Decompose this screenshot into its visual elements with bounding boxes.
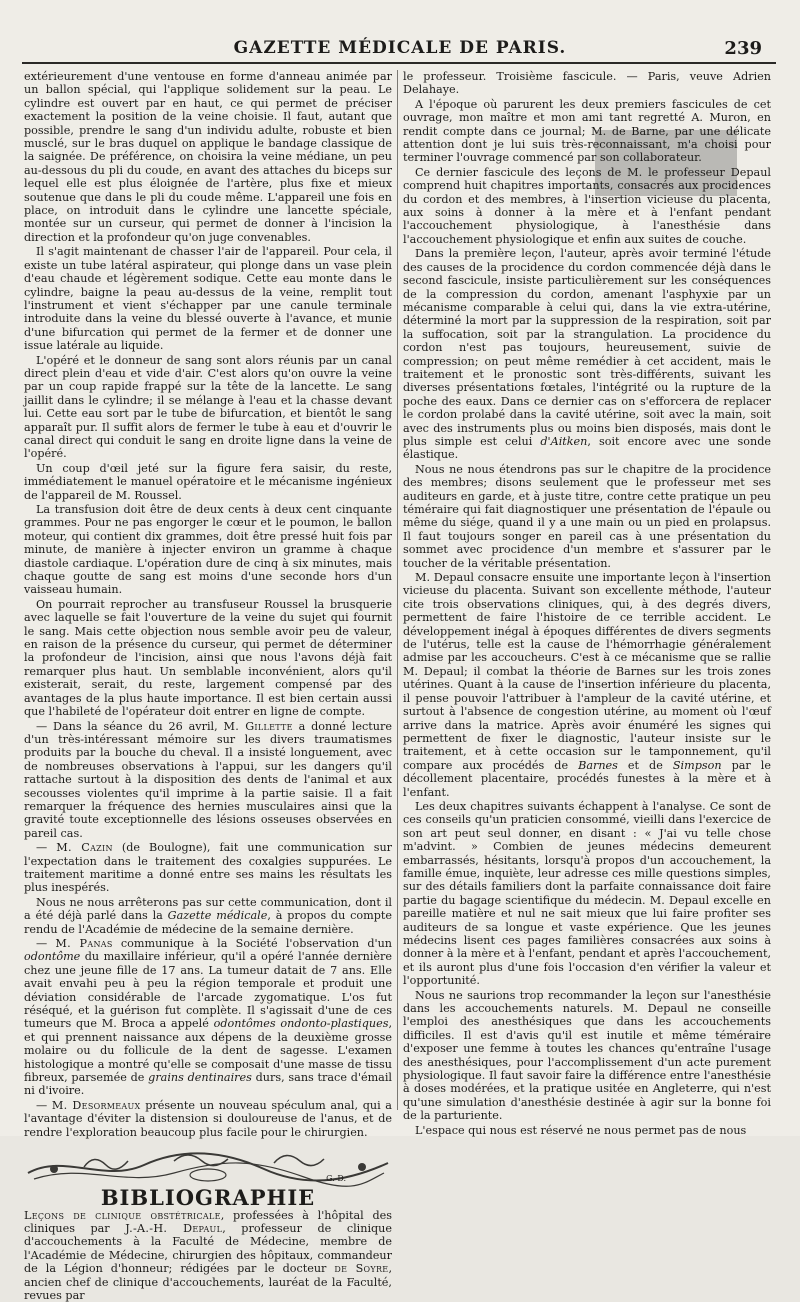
section-title: BIBLIOGRAPHIE: [24, 1191, 392, 1204]
text: , professées à l'hôpital des cliniques par: [24, 1209, 392, 1235]
header-rule: [22, 62, 776, 64]
journal-title: GAZETTE MÉDICALE DE PARIS.: [0, 38, 800, 58]
paragraph: [24, 1209, 392, 1302]
author-name: d'Aitken: [540, 435, 587, 448]
term: grains dentinaires: [148, 1071, 252, 1084]
paragraph: [24, 720, 392, 841]
text: , et qui prennent naissance aux dépens de la deuxième grosse molaire ou du follicule de la dent de sagesse. L'examen histologique a montré qu'elle se composait d'une masse de tissu fibreux, parsemée de: [24, 1017, 392, 1084]
text: Nous ne nous arrêterons pas sur cette communication, dont il a été déjà parlé dans la: [24, 896, 392, 922]
book-title: Leçons de clinique obstétricale: [24, 1209, 221, 1222]
text: , soit encore avec une sonde élastique.: [403, 435, 771, 461]
dash: —: [36, 937, 47, 950]
text: , ancien chef de clinique d'accouchements, lauréat de la Faculté, revues par: [24, 1262, 392, 1302]
paragraph: Un coup d'œil jeté sur la figure fera saisir, du reste, immédiatement le manuel opératoire et le mécanisme ingénieux de l'appareil de M. Roussel.: [24, 462, 392, 502]
paragraph: Ce dernier fascicule des leçons de M. le professeur Depaul comprend huit chapitres importants, consacrés aux procidences du cordon et des membres, à l'insertion vicieuse du placenta, aux soins à donner à la mère et à l'enfant pendant l'accouchement physiologique, à l'anesthésie dans l'accouchement physiologique et enfin aux suites de couche.: [403, 166, 771, 246]
paragraph: [24, 937, 392, 1098]
paragraph: Nous ne saurions trop recommander la leçon sur l'anesthésie dans les accouchements naturels. M. Depaul ne conseille l'emploi des anesthésiques que dans les accouchements difficiles. Il est d'avis qu'il est inutile et même téméraire d'exposer une femme à toutes les chances qu'entraîne l'usage des anesthésiques, pour l'accomplissement d'un acte purement physiologique. Il faut savoir faire la différence entre l'anesthésie à doses modérées, et la pratique usitée en Angleterre, qui n'est qu'une simulation d'anesthésie destinée à agir sur la bonne foi de la parturiente.: [403, 989, 771, 1123]
text: du maxillaire inférieur, qu'il a opéré l'année dernière chez une jeune fille de 17 ans. La tumeur datait de 7 ans. Elle avait envahi peu à peu la région temporale et produit une déviation considérable de l'arcade zygomatique. L'os fut réséqué, et la guérison fut complète. Il s'agissait d'une de ces tumeurs que M. Broca a appelé: [24, 950, 392, 1030]
paragraph: [403, 571, 771, 799]
paragraph: Les deux chapitres suivants échappent à l'analyse. Ce sont de ces conseils qu'un praticien consommé, vieilli dans l'exercice de son art peut seul donner, en disant : « J'ai vu telle chose m'advint. » Combien de jeunes médecins demeurent embarrassés, hésitants, lorsqu'à propos d'un accouchement, la famille émue, inquiète, leur adresse ces mille questions simples, sur des détails familiers dont la parfaite connaissance doit faire partie du bagage scientifique du médecin. M. Depaul excelle en pareille matière et nul ne sait mieux que lui faire profiter ses auditeurs de sa longue et vaste expérience. Que les jeunes médecins lisent ces pages familières consacrées aux soins à donner à la mère et à l'enfant, pendant et après l'accouchement, et ils auront plus d'une fois l'occasion d'en vérifier la valeur et l'opportunité.: [403, 800, 771, 988]
paragraph: A l'époque où parurent les deux premiers fascicules de cet ouvrage, mon maître et mon ami tant regretté A. Muron, en rendit compte dans ce journal; M. de Barne, par une délicate attention dont je lui suis très-reconnaissant, m'a choisi pour terminer l'ouvrage commencé par son collaborateur.: [403, 98, 771, 165]
text: durs, sans trace d'émail ni d'ivoire.: [24, 1071, 392, 1097]
person-name: J.-A.-H. Depaul: [125, 1222, 222, 1235]
paragraph: Nous ne nous étendrons pas sur le chapitre de la procidence des membres; disons seulement que le professeur met ses auditeurs en garde, et à juste titre, contre cette pratique un peu téméraire qui fait diagnostiquer une présentation de l'épaule ou même du siége, quand il y a une main ou un pied en prolapsus. Il faut toujours songer en pareil cas à une présentation du sommet avec procidence d'un membre et s'assurer par le toucher de la véritable présentation.: [403, 463, 771, 570]
decorative-ornament: [24, 1143, 392, 1189]
text: présente un nouveau spéculum anal, qui a l'avantage d'éviter la distension si douloureuse de l'anus, et de rendre l'exploration beaucoup plus facile pour le chirurgien.: [24, 1099, 392, 1139]
ornament-signature: G. D.: [326, 1172, 346, 1185]
paragraph: [403, 247, 771, 462]
text: M. Depaul consacre ensuite une importante leçon à l'insertion vicieuse du placenta. Suivant son excellente méthode, l'auteur cite trois observations cliniques, qui, à des degrés divers, permettent de faire l'histoire de ce terrible accident. Le développement inégal à époques différentes de divers segments de l'utérus, telle est la cause de l'hémorrhagie généralement admise par les accoucheurs. C'est à ce mécanisme que se rallie M. Depaul; il combat la théorie de Barnes sur les trois zones utérines. Quant à la cause de l'insertion inférieure du placenta, il pense pouvoir l'attribuer à l'ampleur de la cavité utérine, et surtout à l'absence de congestion utérine, au moment où l'œuf arrive dans la matrice. Après avoir énuméré les signes qui permettent de fixer le diagnostic, l'auteur insiste sur le traitement, et à cette occasion sur le tamponnement, qu'il compare aux procédés de: [403, 571, 771, 772]
paragraph: L'opéré et le donneur de sang sont alors réunis par un canal direct plein d'eau et vide d'air. C'est alors qu'on ouvre la veine par un coup rapide frappé sur la tête de la lancette. Le sang jaillit dans le cylindre; il se mélange à l'eau et la chasse devant lui. Cette eau sort par le tube de bifurcation, et bientôt le sang apparaît pur. Il suffit alors de fermer le tube à eau et d'ouvrir le canal direct qui conduit le sang en droite ligne dans la veine de l'opéré.: [24, 354, 392, 461]
right-column: [403, 70, 771, 1120]
dash: — Dans la séance du 26 avril,: [36, 720, 218, 733]
paragraph: Il s'agit maintenant de chasser l'air de l'appareil. Pour cela, il existe un tube latéral aspirateur, qui plonge dans un vase plein d'eau chaude et légèrement sodique. Cette eau monte dans le cylindre, baigne la peau au-dessus de la veine, remplit tout l'instrument et vient s'échapper par une canule terminale introduite dans la veine du blessé ouverte à l'avance, et munie d'une bifurcation qui permet de la fermer et de donner une issue latérale au liquide.: [24, 245, 392, 352]
text: et de: [628, 759, 663, 772]
paragraph: On pourrait reprocher au transfuseur Roussel la brusquerie avec laquelle se fait l'ouverture de la veine du sujet qui fournit le sang. Mais cette objection nous semble avoir peu de valeur, en raison de la présence du curseur, qui permet de déterminer la profondeur de l'incision, ainsi que nous l'avons déjà fait remarquer plus haut. Un semblable inconvénient, alors qu'il existerait, serait, du reste, largement compensé par des avantages de la plus haute importance. Il est bien certain aussi que l'habileté de l'opérateur doit entrer en ligne de compte.: [24, 598, 392, 719]
paragraph: La transfusion doit être de deux cents à deux cent cinquante grammes. Pour ne pas engorger le cœur et le poumon, le ballon moteur, qui contient dix grammes, doit être pressé huit fois par minute, de manière à injecter environ un gramme à chaque diastole cardiaque. L'opération dure de cinq à six minutes, mais chaque goutte de sang est moins d'une seconde hors d'un vaisseau humain.: [24, 503, 392, 597]
paragraph: [24, 841, 392, 895]
paragraph: [24, 1099, 392, 1139]
paragraph: le professeur. Troisième fascicule. — Paris, veuve Adrien Delahaye.: [403, 70, 771, 97]
paragraph: L'espace qui nous est réservé ne nous permet pas de nous: [403, 1124, 771, 1137]
term: odontômes ondonto-plastiques: [214, 1017, 389, 1030]
person-name: M. Panas: [55, 937, 112, 950]
left-column: [24, 70, 392, 1120]
page-number: 239: [724, 38, 762, 59]
person-name: M. Desormeaux: [52, 1099, 141, 1112]
person-name: M. Cazin: [56, 841, 113, 854]
person-name: de Soyre: [334, 1262, 388, 1275]
journal-name: Gazette médicale: [168, 909, 268, 922]
term: odontôme: [24, 950, 80, 963]
text: communique à la Société l'observation d'un: [121, 937, 392, 950]
author-name: Barnes: [578, 759, 618, 772]
author-name: Simpson: [673, 759, 722, 772]
person-name: M. Gillette: [223, 720, 292, 733]
text: a donné lecture d'un très-intéressant mémoire sur les divers traumatismes produits par la bouche du cheval. Il a insisté longuement, avec de nombreuses observations à l'appui, sur les dangers qu'il rattache surtout à la disposition des dents de l'animal et aux secousses violentes qu'il imprime à la partie saisie. Il a fait remarquer la fréquence des hernies musculaires ainsi que la gravité toute exceptionnelle des lésions osseuses observées en pareil cas.: [24, 720, 392, 840]
text: par le décollement placentaire, procédés funestes à la mère et à l'enfant.: [403, 759, 771, 799]
text: , à propos du compte rendu de l'Académie de médecine de la semaine dernière.: [24, 909, 392, 935]
text: Dans la première leçon, l'auteur, après avoir terminé l'étude des causes de la procidence du cordon commencée déjà dans le second fascicule, insiste particulièrement sur les conséquences de la compression du cordon, amenant l'asphyxie par un mécanisme comparable à celui qui, dans la vie extra-utérine, déterminé la mort par la suppression de la respiration, soit par la suffocation, soit par la strangulation. La procidence du cordon n'est pas toujours, heureusement, suivie de compression; on peut même remédier à cet accident, mais le traitement et le pronostic sont très-différents, suivant les diverses présentations fœtales, l'intégrité ou la rupture de la poche des eaux. Dans ce dernier cas on s'efforcera de replacer le cordon prolabé dans la cavité utérine, soit avec la main, soit avec des instruments plus ou moins bien disposés, mais dont le plus simple est celui: [403, 247, 771, 448]
column-divider: [397, 70, 398, 1110]
text: (de Boulogne), fait une communication sur l'expectation dans le traitement des coxalgies suppurées. Le traitement maritime a donné entre ses mains les résultats les plus inespérés.: [24, 841, 392, 894]
paragraph: extérieurement d'une ventouse en forme d'anneau animée par un ballon spécial, qui l'applique solidement sur la peau. Le cylindre est ouvert par en haut, ce qui permet de préciser exactement la position de la veine choisie. Il faut, autant que possible, prendre le sang d'un individu adulte, robuste et bien musclé, sur le bras duquel on applique le bandage classique de la saignée. De préférence, on choisira la veine médiane, un peu au-dessous du pli du coude, en avant des attaches du biceps sur lequel elle est plus éloignée de l'artère, plus fixe et mieux soutenue que dans le pli du coude même. L'appareil une fois en place, on introduit dans le cylindre une lancette spéciale, montée sur un curseur, qui permet de donner à l'incision la direction et la profondeur qu'on juge convenables.: [24, 70, 392, 244]
paragraph: [24, 896, 392, 936]
text: , professeur de clinique d'accouchements à la Faculté de Médecine, membre de l'Académie de Médecine, chirurgien des hôpitaux, commandeur de la Légion d'honneur; rédigées par le docteur: [24, 1222, 392, 1275]
dash: —: [36, 841, 47, 854]
dash: —: [36, 1099, 47, 1112]
